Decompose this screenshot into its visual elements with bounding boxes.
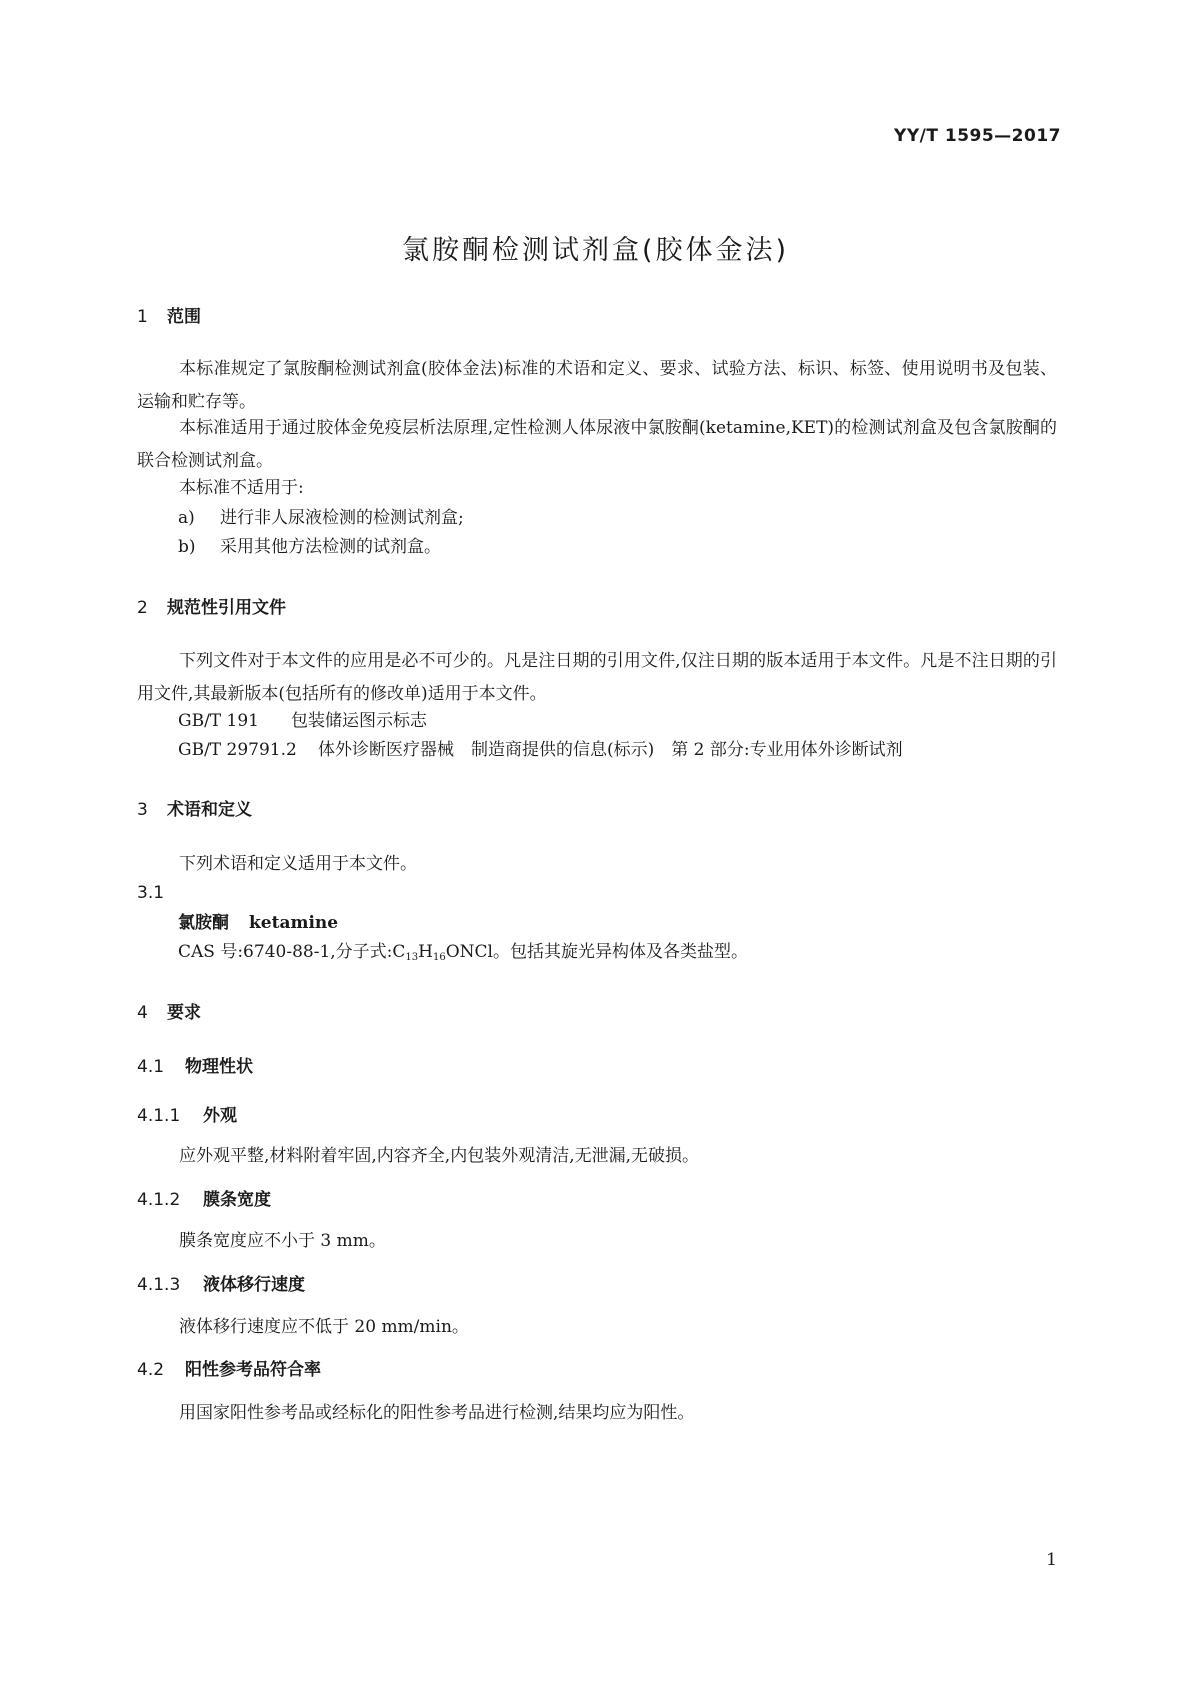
document-title: 氯胺酮检测试剂盒(胶体金法): [401, 235, 790, 266]
section-number: 4.1.2: [137, 1190, 181, 1210]
section-title: 规范性引用文件: [167, 598, 286, 618]
reference-code: GB/T 29791.2: [178, 740, 297, 760]
section-number: 4.2: [137, 1360, 165, 1380]
term-number: 3.1: [137, 883, 165, 903]
reference-title: 体外诊断医疗器械 制造商提供的信息(标示) 第 2 部分:专业用体外诊断试剂: [318, 740, 903, 760]
standard-code: YY/T 1595—2017: [894, 126, 1061, 146]
list-label: b): [178, 537, 196, 557]
list-label: a): [178, 508, 195, 528]
section-number: 4.1.3: [137, 1275, 181, 1295]
term-en: ketamine: [249, 913, 339, 933]
page-number: 1: [1046, 1550, 1057, 1570]
references-intro: 下列文件对于本文件的应用是必不可少的。凡是注日期的引用文件,仅注日期的版本适用于本文件。凡是不注日期的引用文件,其最新版本(包括所有的修改单)适用于本文件。: [137, 651, 1057, 704]
section-title: 液体移行速度: [203, 1275, 305, 1295]
section-title: 范围: [167, 307, 201, 327]
term-zh: 氯胺酮: [178, 913, 229, 933]
section-title: 术语和定义: [167, 800, 252, 820]
scope-paragraph-3: 本标准不适用于:: [179, 478, 304, 498]
section-number: 4.1.1: [137, 1106, 181, 1126]
subscript: 16: [432, 952, 446, 963]
positive-reference-requirement: 用国家阳性参考品或经标化的阳性参考品进行检测,结果均应为阳性。: [179, 1403, 695, 1423]
section-4-1-heading: [137, 1052, 253, 1077]
section-title: 阳性参考品符合率: [185, 1360, 321, 1380]
section-number: 1: [137, 307, 148, 327]
reference-item: [178, 734, 903, 767]
section-title: 要求: [167, 1003, 201, 1023]
section-number: 4.1: [137, 1057, 165, 1077]
list-text: 采用其他方法检测的试剂盒。: [220, 537, 441, 557]
reference-title: 包装储运图示标志: [291, 711, 427, 731]
definition-text: CAS 号:6740-88-1,分子式:C: [178, 942, 406, 962]
section-number: 2: [137, 598, 148, 618]
section-4-heading: [137, 998, 201, 1023]
section-4-1-3-heading: [137, 1270, 305, 1295]
list-item: [178, 531, 441, 564]
appearance-requirement: 应外观平整,材料附着牢固,内容齐全,内包装外观清洁,无泄漏,无破损。: [179, 1146, 700, 1166]
section-number: 3: [137, 800, 148, 820]
definition-text: H: [418, 942, 433, 962]
reference-code: GB/T 191: [178, 711, 259, 731]
list-text: 进行非人尿液检测的检测试剂盒;: [220, 508, 464, 528]
section-number: 4: [137, 1003, 148, 1023]
scope-paragraph-2: 本标准适用于通过胶体金免疫层析法原理,定性检测人体尿液中氯胺酮(ketamine,KET)的检测试剂盒及包含氯胺酮的联合检测试剂盒。: [137, 418, 1057, 471]
terms-intro: 下列术语和定义适用于本文件。: [179, 854, 417, 874]
section-4-1-2-heading: [137, 1185, 271, 1210]
section-title: 膜条宽度: [203, 1190, 271, 1210]
term-definition: [178, 936, 748, 974]
section-4-1-1-heading: [137, 1101, 237, 1126]
section-3-heading: [137, 795, 252, 820]
scope-paragraph-1: 本标准规定了氯胺酮检测试剂盒(胶体金法)标准的术语和定义、要求、试验方法、标识、标签、使用说明书及包装、运输和贮存等。: [137, 359, 1057, 412]
section-4-2-heading: [137, 1355, 321, 1380]
section-title: 物理性状: [185, 1057, 253, 1077]
strip-width-requirement: 膜条宽度应不小于 3 mm。: [179, 1231, 386, 1251]
section-1-heading: [137, 302, 201, 327]
definition-text: ONCl。包括其旋光异构体及各类盐型。: [445, 942, 748, 962]
section-2-heading: [137, 593, 286, 618]
migration-speed-requirement: 液体移行速度应不低于 20 mm/min。: [179, 1317, 469, 1337]
subscript: 13: [405, 952, 419, 963]
section-title: 外观: [203, 1106, 237, 1126]
